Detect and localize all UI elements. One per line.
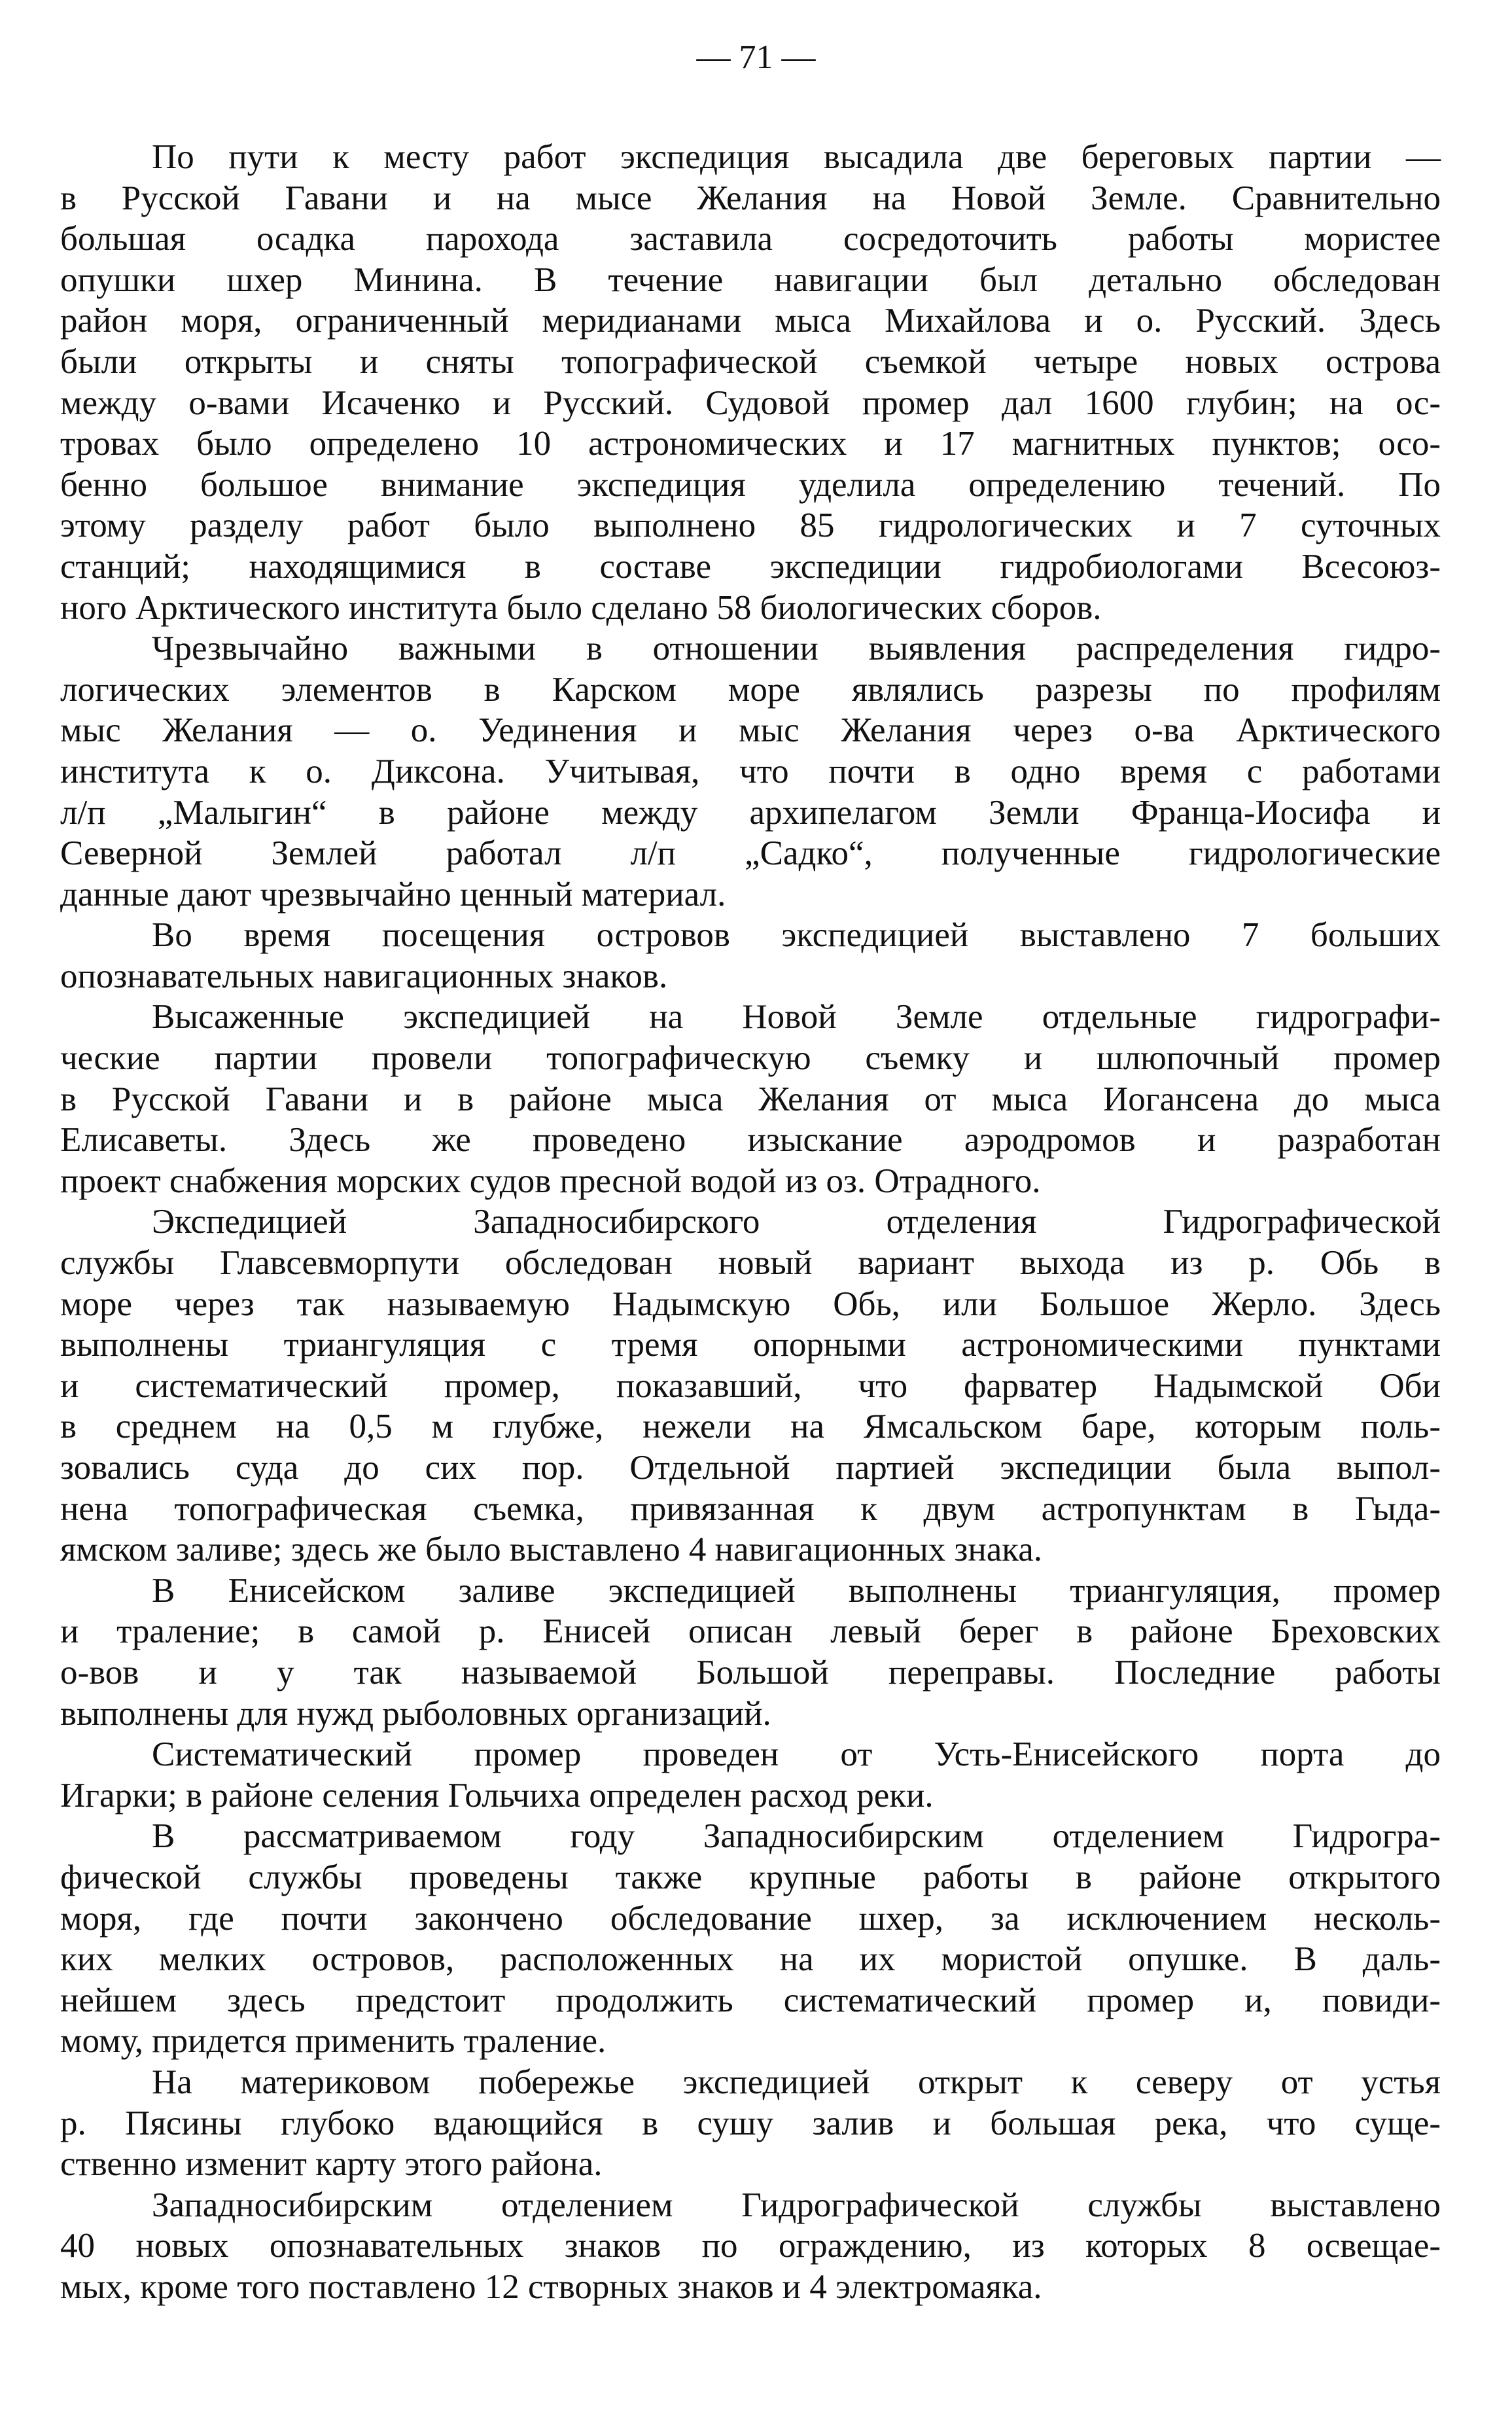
text-line: о-вов и у так называемой Большой переправы. Последние работы: [60, 1653, 1441, 1692]
text-line: ческие партии провели топографическую съемку и шлюпочный промер: [60, 1039, 1441, 1078]
text-line: большая осадка парохода заставила сосредоточить работы мористее: [60, 220, 1441, 258]
text-line: выполнены триангуляция с тремя опорными астрономическими пунктами: [60, 1326, 1441, 1364]
text-line: р. Пясины глубоко вдающийся в сушу залив и большая река, что суще-: [60, 2104, 1441, 2142]
text-line: Экспедицией Западносибирского отделения Гидрографической: [152, 1203, 1441, 1241]
text-line: моря, где почти закончено обследование шхер, за исключением несколь-: [60, 1899, 1441, 1938]
text-line: В Енисейском заливе экспедицией выполнены триангуляция, промер: [152, 1571, 1441, 1610]
paragraph: [60, 915, 1441, 997]
text-line: район моря, ограниченный меридианами мыса Михайлова и о. Русский. Здесь: [60, 302, 1441, 340]
text-line: л/п „Малыгин“ в районе между архипелагом Земли Франца-Иосифа и: [60, 793, 1441, 832]
text-line: бенно большое внимание экспедиция уделила определению течений. По: [60, 465, 1441, 504]
text-line: Высаженные экспедицией на Новой Земле отдельные гидрографи-: [152, 998, 1441, 1037]
paragraph: [60, 1570, 1441, 1734]
text-line: нена топографическая съемка, привязанная к двум астропунктам в Гыда-: [60, 1489, 1441, 1528]
text-line: ких мелких островов, расположенных на их мористой опушке. В даль-: [60, 1940, 1441, 1979]
text-line: выполнены для нужд рыболовных организаций.: [60, 1694, 771, 1733]
text-line: море через так называемую Надымскую Обь, или Большое Жерло. Здесь: [60, 1285, 1441, 1323]
text-line: проект снабжения морских судов пресной водой из оз. Отрадного.: [60, 1161, 1041, 1200]
paragraph: [60, 1201, 1441, 1570]
text-line: 40 новых опознавательных знаков по ограждению, из которых 8 освещае-: [60, 2227, 1441, 2265]
paragraph: [60, 137, 1441, 628]
paragraph: [60, 628, 1441, 915]
text-line: логических элементов в Карском море являлись разрезы по профилям: [60, 670, 1441, 709]
text-line: Северной Землей работал л/п „Садко“, полученные гидрологические: [60, 834, 1441, 873]
text-line: Западносибирским отделением Гидрографической службы выставлено: [152, 2186, 1441, 2224]
paragraph: [60, 2185, 1441, 2308]
text-line: Игарки; в районе селения Гольчиха определен расход реки.: [60, 1776, 934, 1815]
body-text: [60, 137, 1441, 2307]
text-line: были открыты и сняты топографической съемкой четыре новых острова: [60, 342, 1441, 381]
paragraph: [60, 1734, 1441, 1816]
text-line: опознавательных навигационных знаков.: [60, 957, 668, 995]
text-line: и траление; в самой р. Енисей описан левый берег в районе Бреховских: [60, 1612, 1441, 1651]
text-line: ямском заливе; здесь же было выставлено 4 навигационных знака.: [60, 1531, 1042, 1569]
text-line: мыс Желания — о. Уединения и мыс Желания через о-ва Арктического: [60, 711, 1441, 750]
text-line: Чрезвычайно важными в отношении выявления распределения гидро-: [152, 629, 1441, 668]
text-line: и систематический промер, показавший, что фарватер Надымской Оби: [60, 1366, 1441, 1405]
text-line: в среднем на 0,5 м глубже, нежели на Ямсальском баре, которым поль-: [60, 1408, 1441, 1446]
text-line: мых, кроме того поставлено 12 створных знаков и 4 электромаяка.: [60, 2267, 1042, 2306]
text-line: опушки шхер Минина. В течение навигации был детально обследован: [60, 260, 1441, 299]
text-line: данные дают чрезвычайно ценный материал.: [60, 875, 726, 913]
text-line: в Русской Гавани и в районе мыса Желания от мыса Иогансена до мыса: [60, 1080, 1441, 1118]
text-line: Елисаветы. Здесь же проведено изыскание аэродромов и разработан: [60, 1121, 1441, 1160]
text-line: в Русской Гавани и на мысе Желания на Новой Земле. Сравнительно: [60, 179, 1441, 217]
text-line: станций; находящимися в составе экспедиции гидробиологами Всесоюз-: [60, 547, 1441, 586]
page-number: — 71 —: [696, 39, 816, 76]
text-line: зовались суда до сих пор. Отдельной партией экспедиции была выпол-: [60, 1449, 1441, 1487]
text-line: ственно изменит карту этого района.: [60, 2145, 603, 2184]
text-line: Во время посещения островов экспедицией выставлено 7 больших: [152, 916, 1441, 955]
text-line: мому, придется применить траление.: [60, 2022, 607, 2061]
text-line: По пути к месту работ экспедиция высадила две береговых партии —: [152, 138, 1441, 176]
text-line: ного Арктического института было сделано 58 биологических сборов.: [60, 588, 1102, 627]
paragraph: [60, 1816, 1441, 2062]
paragraph: [60, 2062, 1441, 2185]
text-line: службы Главсевморпути обследован новый вариант выхода из р. Обь в: [60, 1244, 1441, 1283]
text-line: На материковом побережье экспедицией открыт к северу от устья: [152, 2063, 1441, 2101]
text-line: нейшем здесь предстоит продолжить систематический промер и, повиди-: [60, 1981, 1441, 2019]
text-line: этому разделу работ было выполнено 85 гидрологических и 7 суточных: [60, 506, 1441, 545]
text-line: фической службы проведены также крупные работы в районе открытого: [60, 1858, 1441, 1896]
text-line: Систематический промер проведен от Усть-Енисейского порта до: [152, 1735, 1441, 1774]
text-line: тровах было определено 10 астрономических и 17 магнитных пунктов; осо-: [60, 425, 1441, 463]
text-line: между о-вами Исаченко и Русский. Судовой промер дал 1600 глубин; на ос-: [60, 383, 1441, 422]
text-line: В рассматриваемом году Западносибирским отделением Гидрогра-: [152, 1817, 1441, 1856]
paragraph: [60, 997, 1441, 1201]
text-line: института к о. Диксона. Учитывая, что почти в одно время с работами: [60, 752, 1441, 790]
